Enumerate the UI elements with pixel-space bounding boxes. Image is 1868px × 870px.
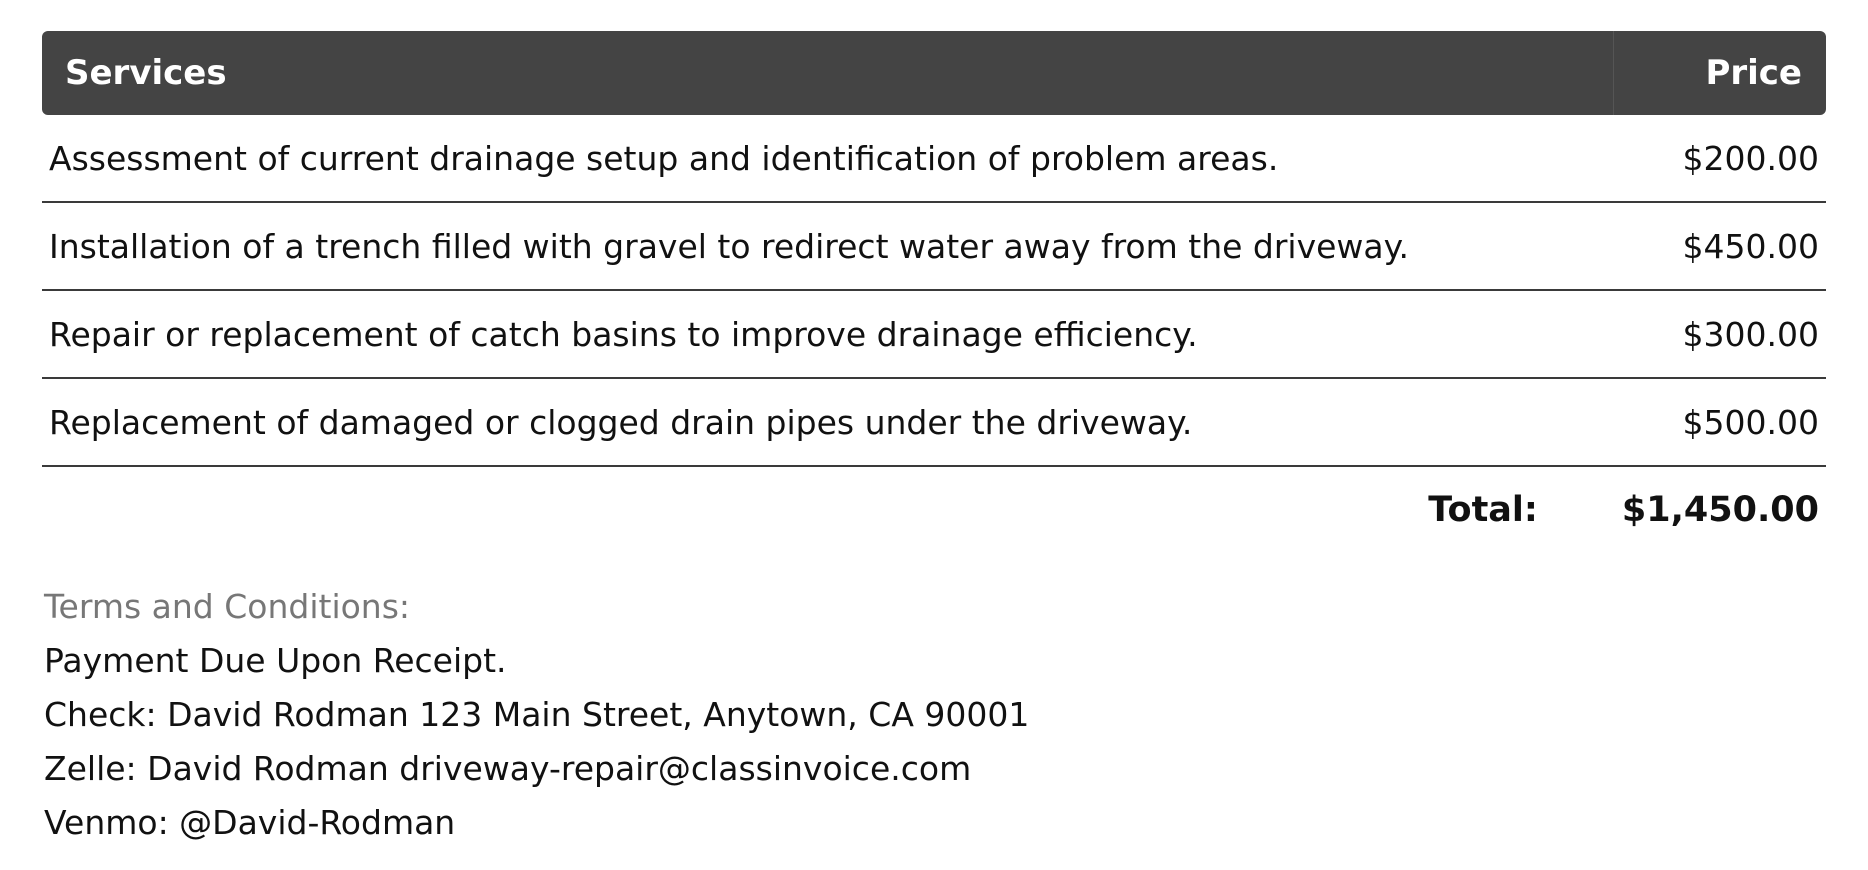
service-price: $300.00 <box>1682 314 1819 354</box>
service-description: Installation of a trench filled with gravel to redirect water away from the driveway. <box>49 226 1409 266</box>
price-column-header: Price <box>1613 31 1826 115</box>
service-description: Replacement of damaged or clogged drain pipes under the driveway. <box>49 402 1193 442</box>
total-label: Total: <box>1428 490 1538 530</box>
service-price: $450.00 <box>1682 226 1819 266</box>
invoice-services-table <box>42 31 1826 553</box>
terms-check-info: Check: David Rodman 123 Main Street, Anytown, CA 90001 <box>44 695 1030 734</box>
service-description: Repair or replacement of catch basins to improve drainage efficiency. <box>49 314 1198 354</box>
table-row <box>42 379 1826 467</box>
table-row <box>42 291 1826 379</box>
terms-section <box>44 580 1029 850</box>
table-row <box>42 115 1826 203</box>
service-description: Assessment of current drainage setup and identification of problem areas. <box>49 138 1279 178</box>
total-row <box>42 467 1826 553</box>
terms-zelle-info: Zelle: David Rodman driveway-repair@classinvoice.com <box>44 749 972 788</box>
service-price: $200.00 <box>1682 138 1819 178</box>
terms-title: Terms and Conditions: <box>44 587 411 626</box>
table-header <box>42 31 1826 115</box>
service-price: $500.00 <box>1682 402 1819 442</box>
total-value: $1,450.00 <box>1621 490 1819 530</box>
table-row <box>42 203 1826 291</box>
services-column-header: Services <box>65 53 227 93</box>
terms-venmo-info: Venmo: @David-Rodman <box>44 803 456 842</box>
terms-payment-due: Payment Due Upon Receipt. <box>44 641 507 680</box>
